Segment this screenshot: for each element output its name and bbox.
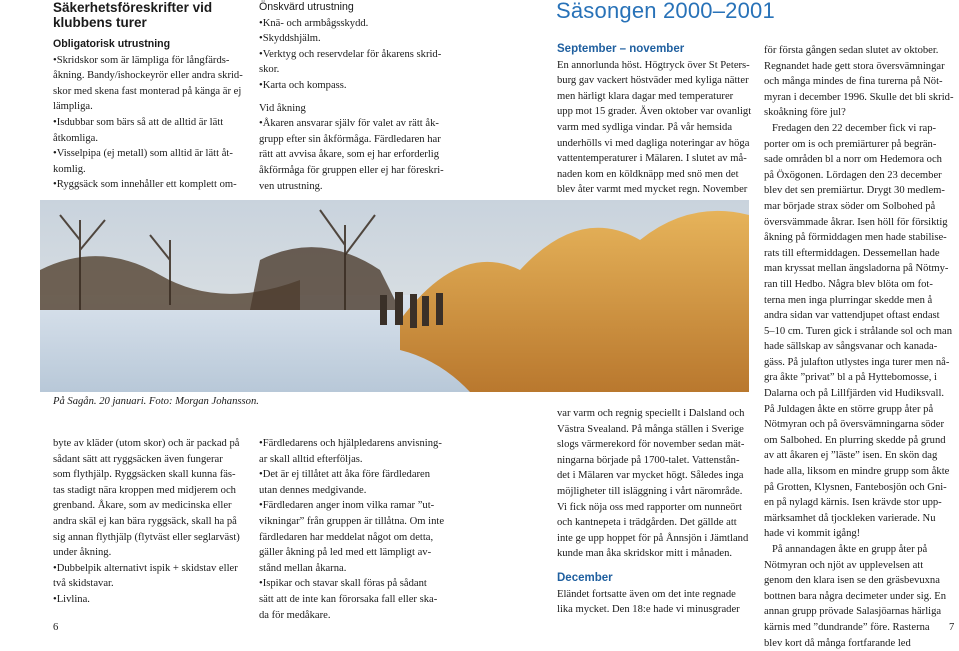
text-line: Västra Svealand. På många ställen i Sverige — [557, 423, 744, 435]
text-line: kärnis med ”dundrande” före. Rasterna — [764, 621, 930, 633]
text-line: men härligt klara dagar med temperaturer — [557, 90, 734, 102]
text-line: blev åter varmt med mycket regn. November — [557, 184, 748, 196]
text-line: ran till Hedbo. Några blev blöta om fot- — [764, 278, 933, 290]
text-line: grupp efter sin åkförmåga. Färdledaren har — [259, 133, 441, 145]
text-line: två skidstavar. — [53, 578, 114, 590]
text-line: skor. — [259, 64, 280, 76]
text-line: man kryssat mellan ängsladorna på Nötmy- — [764, 263, 949, 275]
optional-equipment-column — [259, 0, 459, 194]
text-line: En annorlunda höst. Högtryck över St Peters- — [557, 59, 750, 71]
safety-rules-title: Säkerhetsföreskrifter vid klubbens turer — [53, 0, 213, 30]
text-line: åkförmåga för gruppen eller ej har föreskri- — [259, 164, 444, 176]
text-line: ningarna började på 1700-talet. Vattenstån- — [557, 454, 740, 466]
text-line: bottnen bara några decimeter under sig. En — [764, 590, 947, 602]
photo-caption: På Sagån. 20 januari. Foto: Morgan Johansson. — [53, 396, 259, 407]
text-line: åkning. Bandy/ishockeyrör eller andra skrid- — [53, 70, 243, 82]
text-line: gäss. På julafton utlystes inga turer men nå- — [764, 356, 950, 368]
text-line: terna men inga plurringar skedde men å — [764, 294, 933, 306]
text-line: Regnandet hade gett stora översvämningar — [764, 60, 945, 72]
text-line: •Livlina. — [53, 593, 90, 605]
text-line: Nötmyran och på översvämningarna söder — [764, 419, 945, 431]
text-line: porter om is och premiärturer på begrän- — [764, 138, 937, 150]
safety-rules-column-bottom — [53, 436, 248, 608]
text-line: för första gången sedan slutet av oktober. — [764, 45, 939, 56]
text-line: underhölls vi med dagliga noteringar av höga — [557, 137, 750, 149]
text-line: hade sällskap av sångsvanar och kanada- — [764, 341, 938, 353]
text-line: Dalarna och på Lillfjärden vid Hudiksvall. — [764, 388, 945, 400]
text-line: färdledaren har meddelat något om detta, — [259, 531, 434, 543]
text-line: blev det sen premiärtur. Drygt 30 medlem- — [764, 185, 945, 197]
text-line: •Det är ej tillåtet att åka före färdledaren — [259, 469, 431, 481]
text-line: en på nylagd kärnis. Isen krävde stor upp- — [764, 497, 942, 509]
text-line: och kantnepeta i trädgården. Det gällde att — [557, 517, 737, 529]
text-line: På Juldagen åkte en större grupp åter på — [764, 403, 934, 415]
text-line: skor med skena fast monterad på känga är ej — [53, 85, 242, 97]
text-line: byte av kläder (utom skor) och är packad på — [53, 438, 240, 449]
text-line: sätt att de inte kan förorsaka fall eller ska- — [259, 593, 438, 605]
text-line: •Skridskor som är lämpliga för långfärds- — [53, 54, 230, 66]
text-line: åtkomliga. — [53, 132, 99, 144]
text-line: upp mot 15 grader. Även oktober var ovanligt — [557, 106, 752, 118]
text-line: grenband. Åkare, som av medicinska eller — [53, 500, 232, 512]
right-text-column — [764, 43, 958, 651]
text-line: hade vi kommit igång! — [764, 528, 861, 540]
text-line: var varm och regnig speciellt i Dalsland och — [557, 408, 745, 419]
text-line: 5–10 cm. Turen gick i strålande sol och man — [764, 325, 953, 337]
text-line: på Öxögonen. Lördagen den 23 december — [764, 169, 942, 181]
text-line: inte ge upp hoppet för på Ånnsjön i Jämtland — [557, 532, 749, 544]
text-line: annan grupp prövade Salasjöarnas härliga — [764, 606, 942, 618]
text-line: •Verktyg och reservdelar för åkarens skrid- — [259, 48, 442, 60]
mandatory-equipment-heading: Obligatorisk utrustning — [53, 38, 171, 50]
text-line: åkning på förmiddagen men hade stabilise- — [764, 232, 947, 244]
skating-photo — [40, 200, 749, 392]
text-line: sådant sätt att ryggsäcken även fungerar — [53, 453, 223, 465]
text-line: •Ryggsäck som innehåller ett komplett om- — [53, 179, 237, 191]
text-line: Eländet fortsatte även om det inte regnade — [557, 588, 736, 600]
text-line: under åkning. — [53, 547, 112, 559]
text-line: blev kort då många fortfarande led — [764, 637, 911, 649]
season-title: Säsongen 2000–2001 — [556, 0, 775, 23]
section-december-heading: December — [557, 571, 613, 584]
text-line: •Skyddshjälm. — [259, 33, 321, 45]
section-sept-nov-heading: September – november — [557, 43, 685, 55]
text-line: utan dennes medgivande. — [259, 484, 367, 496]
skating-heading: Vid åkning — [259, 102, 306, 114]
text-line: •Färdledarens och hjälpledarens anvisning- — [259, 438, 442, 449]
season-column-top — [557, 42, 752, 198]
text-line: översvämmade åkrar. Isen höll för försiktig — [764, 216, 948, 228]
text-line: Vi fick nöja oss med rapporter om nunneört — [557, 501, 743, 513]
text-line: stånd mellan åkarna. — [259, 562, 347, 574]
text-line: Nötmyran och njöt av upplevelsen att — [764, 559, 924, 571]
page-number-left: 6 — [53, 622, 59, 633]
text-line: ar skall alltid efterföljas. — [259, 453, 363, 465]
text-line: tas stadigt nära kroppen med midjerem och — [53, 484, 236, 496]
text-line: på Grotten, Klysnen, Fantebosjön och Gni- — [764, 481, 947, 493]
text-line: hade alla, liksom en mindre grupp som åkte — [764, 466, 950, 478]
text-line: andra skäl ej kan bära ryggsäck, skall ha på — [53, 515, 237, 527]
text-line: burg gav vackert höstväder med kyliga nätter — [557, 75, 749, 87]
skating-rules-column-bottom — [259, 436, 459, 623]
text-line: märksamhet då tjockleken varierade. Nu — [764, 512, 936, 524]
text-line: sade områden bl a norr om Hedemora och — [764, 154, 942, 166]
text-line: som flythjälp. Ryggsäcken skall kunna fäs- — [53, 469, 236, 481]
text-line: slogs värmerekord för november sedan mät- — [557, 439, 745, 451]
text-line: Fredagen den 22 december fick vi rap- — [764, 122, 937, 134]
text-line: andra sidan var vattendjupet oftast endast — [764, 310, 940, 322]
text-line: varm med sydliga vindar. På vår hemsida — [557, 121, 733, 133]
text-line: genom den klara isen se den gräsbevuxna — [764, 575, 940, 587]
text-line: gra åkte ”privat” bl a på Hyttebomosse, i — [764, 372, 937, 384]
text-line: lämpliga. — [53, 101, 93, 113]
text-line: •Karta och kompass. — [259, 79, 347, 91]
text-line: rats till eftermiddagen. Dessemellan hade — [764, 247, 940, 259]
text-line: ven utrustning. — [259, 180, 323, 192]
text-line: •Isdubbar som bärs så att de alltid är lätt — [53, 116, 224, 128]
text-line: myran i december 1996. Skulle det bli skrid- — [764, 91, 954, 103]
text-line: kunde man åka skridskor mitt i månaden. — [557, 548, 733, 560]
text-line: da för medåkare. — [259, 609, 331, 621]
text-line: vikningar” från gruppen är tillåtna. Om inte — [259, 515, 445, 527]
text-line: möjligheter till isläggning i vårt närområde. — [557, 485, 743, 497]
text-line: det i Mälaren var mycket högt. Således inga — [557, 470, 744, 482]
text-line: •Ispikar och stavar skall föras på sådant — [259, 578, 427, 590]
text-line: mar började strax söder om Solbohed på — [764, 200, 936, 212]
text-line: •Visselpipa (ej metall) som alltid är lätt åt- — [53, 148, 233, 160]
text-line: vattentemperaturer i Mälaren. I slutet av må- — [557, 153, 747, 165]
text-line: av att åkaren ej ”läste” isen. En skön dag — [764, 450, 938, 462]
text-line: gäller åkning på led med ett lämpligt av- — [259, 547, 432, 559]
text-line: •Åkaren ansvarar själv för valet av rätt åk- — [259, 118, 439, 130]
optional-equipment-heading: Önskvärd utrustning — [259, 1, 354, 13]
text-line: rätt att avvisa åkare, som ej har erforderlig — [259, 149, 440, 161]
text-line: På annandagen åkte en grupp åter på — [764, 544, 928, 555]
text-line: •Färdledaren anger inom vilka ramar ”ut- — [259, 500, 435, 512]
text-line: och många mindes de fina turerna på Nöt- — [764, 76, 943, 88]
text-line: komlig. — [53, 163, 86, 175]
text-line: om Salbohed. En plurring skedde på grund — [764, 434, 946, 446]
safety-rules-column — [53, 0, 248, 193]
text-line: sig annan flythjälp (flytväst eller seglarväst) — [53, 531, 240, 543]
text-line: naden kom en köldknäpp med snö men det — [557, 168, 739, 180]
season-column-bottom — [557, 406, 752, 618]
page-number-right: 7 — [949, 622, 955, 633]
text-line: lika mycket. Den 18:e hade vi minusgrader — [557, 604, 740, 616]
text-line: •Knä- och armbågsskydd. — [259, 17, 369, 29]
text-line: •Dubbelpik alternativt ispik + skidstav eller — [53, 562, 238, 574]
text-line: skoåkning före jul? — [764, 107, 846, 119]
